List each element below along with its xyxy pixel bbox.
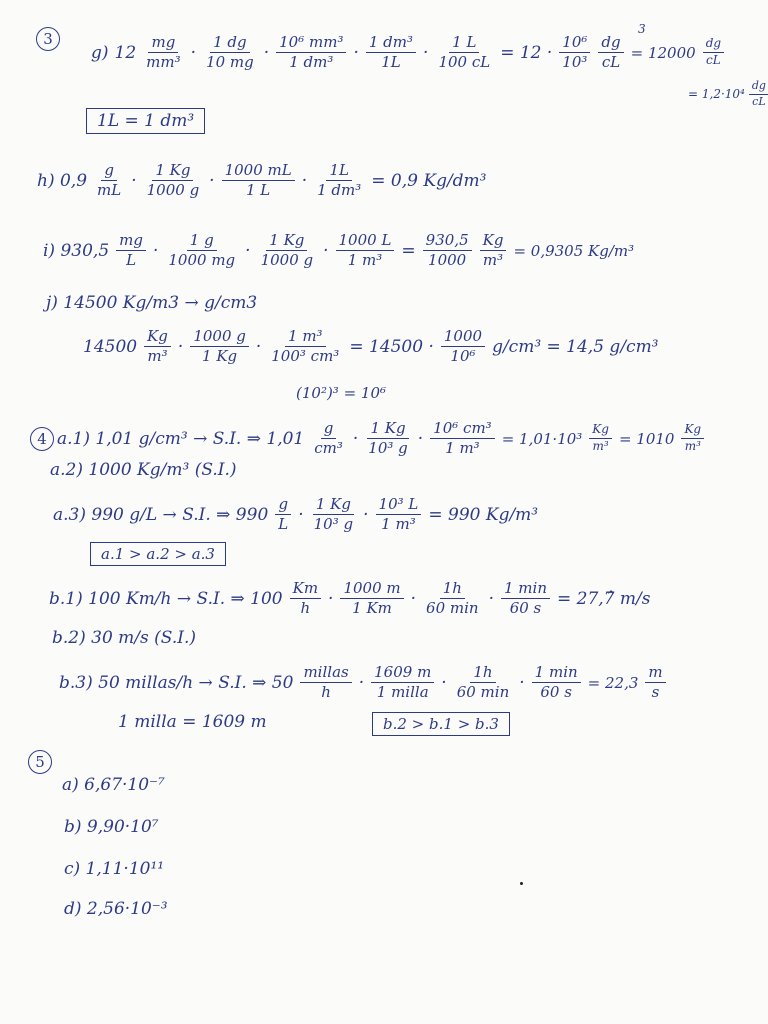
item-label: a.3) 990 g/L → S.I. ⇒ 990 <box>53 504 269 525</box>
fraction: $\frac{\text{1 m³}}{\text{100³ cm³}}$ <box>271 327 340 366</box>
exercise-5c-answer: c) 1,11·10¹¹ <box>64 859 165 879</box>
exercise-3j-heading: j) 14500 Kg/m3 → g/cm3 <box>46 293 258 313</box>
exercise-4b3-line: b.3) 50 millas/h → S.I. ⇒ 50 $\frac{\text{millas}}{h}$ · $\frac{1609 m}{\text{1 milla}}$ · $\frac{1h}{60 \min}$ · $\frac{1 \min}{60 s}$ = 22,3 $\frac{m}{s}$ <box>56 664 670 702</box>
fraction: $\frac{dg}{cL}$ <box>598 34 623 72</box>
fraction: $\frac{1 L}{100 cL}$ <box>438 33 491 72</box>
result: = 0,9305 Kg/m³ <box>513 241 635 260</box>
exercise-5a-answer: a) 6,67·10⁻⁷ <box>62 775 165 795</box>
item-label: h) 0,9 <box>37 170 88 191</box>
exercise-3h-line: h) 0,9 $\frac{g}{mL}$ · $\frac{1 Kg}{1000 g}$ · $\frac{1000 mL}{1 L}$ · $\frac{1L}{\text{1 dm³}}$ = 0,9 Kg/dm³ <box>37 161 487 200</box>
equals: = 12 · <box>500 42 553 63</box>
fraction: $\frac{\text{10³ L}}{\text{1 m³}}$ <box>376 496 422 534</box>
result: = 27,7̂ m/s <box>556 588 651 609</box>
fraction: $\frac{1000 mL}{1 L}$ <box>222 162 295 200</box>
item-label: b.3) 50 millas/h → S.I. ⇒ 50 <box>59 672 294 693</box>
fraction: $\frac{dg}{cL}$ <box>749 80 768 108</box>
fraction: $\frac{Kg}{\text{m³}}$ <box>589 423 612 454</box>
fraction: $\frac{930,5}{1000}$ <box>423 232 472 270</box>
exercise-5d-answer: d) 2,56·10⁻³ <box>64 899 168 919</box>
fraction: $\frac{1 Kg}{\text{10³ g}}$ <box>313 495 354 534</box>
fraction: $\frac{1609 m}{\text{1 milla}}$ <box>371 664 434 702</box>
fraction: $\frac{1000 L}{\text{1 m³}}$ <box>336 232 395 270</box>
exercise-number: 3 <box>36 27 60 51</box>
boxed-comparison-b: b.2 > b.1 > b.3 <box>372 712 510 736</box>
exercise-4b2-line: b.2) 30 m/s (S.I.) <box>52 628 196 648</box>
exercise-4b1-line: b.1) 100 Km/h → S.I. ⇒ 100 $\frac{Km}{h}$ · $\frac{1000 m}{1 Km}$ · $\frac{1h}{60 \min}$ · $\frac{1 \min}{60 s}$ = 27,7̂ m/s <box>49 579 651 618</box>
fraction: $\frac{1000}{\text{10⁶}}$ <box>441 328 485 366</box>
boxed-comparison-a: a.1 > a.2 > a.3 <box>90 542 226 566</box>
fraction: $\frac{m}{s}$ <box>645 664 665 702</box>
fraction: $\frac{1h}{60 \min}$ <box>426 579 479 618</box>
fraction: $\frac{mg}{L}$ <box>116 232 146 270</box>
exercise-4a1-line: 4 a.1) 1,01 g/cm³ → S.I. ⇒ 1,01 $\frac{g}{\text{cm³}}$ · $\frac{1 Kg}{\text{10³ g}}$ · $\frac{\text{10⁶ cm³}}{\text{1 m³}}$ = 1,01·10³ $\frac{Kg}{\text{m³}}$ = 1010 $\frac{Kg}{\text{m³}}$ <box>30 420 708 458</box>
fraction: $\frac{\text{millas}}{h}$ <box>300 664 351 702</box>
fraction: $\frac{1 Kg}{1000 g}$ <box>260 231 314 270</box>
side-note: (10²)³ = 10⁶ <box>296 384 387 402</box>
fraction: $\frac{1000 g}{1 Kg}$ <box>190 328 249 366</box>
fraction: $\frac{dg}{cL}$ <box>703 37 724 68</box>
item-label: b.1) 100 Km/h → S.I. ⇒ 100 <box>49 588 283 609</box>
fraction: $\frac{Kg}{\text{m³}}$ <box>480 232 507 270</box>
fraction: $\frac{Km}{h}$ <box>290 580 321 618</box>
item-label: g) <box>91 42 109 63</box>
exercise-4a3-line: a.3) 990 g/L → S.I. ⇒ 990 $\frac{g}{L}$ · $\frac{1 Kg}{\text{10³ g}}$ · $\frac{\text{10³ L}}{\text{1 m³}}$ = 990 Kg/m³ <box>53 495 539 534</box>
item-label: i) 930,5 <box>43 240 110 261</box>
fraction: $\frac{g}{L}$ <box>275 496 291 534</box>
value: 12 <box>114 42 137 63</box>
result: = 990 Kg/m³ <box>428 504 539 525</box>
value: 14500 <box>83 336 138 357</box>
fraction: $\frac{mg}{\text{mm³}}$ <box>146 33 181 72</box>
exercise-3-marker <box>36 27 60 51</box>
result: g/cm³ = 14,5 g/cm³ <box>492 336 659 357</box>
fraction: $\frac{g}{mL}$ <box>97 161 122 200</box>
exercise-3g-line: g) 12 $\frac{mg}{\text{mm³}}$ · $\frac{1 dg}{10 mg}$ · $\frac{\text{10⁶ mm³}}{\text{1 dm³}}$ · $\frac{\text{1 dm³}}{1L}$ · $\frac{1 L}{100 cL}$ = 12 · $\frac{\text{10⁶}}{\text{10³}}$ $\frac{dg}{cL}$ = 12000 $\frac{dg}{cL}$ <box>88 34 728 72</box>
fraction: $\frac{1 Kg}{1000 g}$ <box>146 161 200 200</box>
exercise-3j-line: 14500 $\frac{Kg}{\text{m³}}$ · $\frac{1000 g}{1 Kg}$ · $\frac{\text{1 m³}}{\text{100³ cm³}}$ = 14500 · $\frac{1000}{\text{10⁶}}$ g/cm³ = 14,5 g/cm³ <box>83 327 659 366</box>
conversion-note: 1 milla = 1609 m <box>118 712 267 732</box>
fraction: $\frac{Kg}{\text{m³}}$ <box>681 423 704 454</box>
exercise-number: 4 <box>30 427 54 451</box>
fraction: $\frac{Kg}{\text{m³}}$ <box>144 328 171 366</box>
ink-speck <box>520 882 523 885</box>
fraction: $\frac{1 Kg}{\text{10³ g}}$ <box>368 419 408 458</box>
exercise-number: 5 <box>28 750 52 774</box>
boxed-equivalence: 1L = 1 dm³ <box>86 108 205 134</box>
exercise-3i-line: i) 930,5 $\frac{mg}{L}$ · $\frac{1 g}{1000 mg}$ · $\frac{1 Kg}{1000 g}$ · $\frac{1000 L}{\text{1 m³}}$ = $\frac{930,5}{1000}$ $\frac{Kg}{\text{m³}}$ = 0,9305 Kg/m³ <box>43 231 635 270</box>
item-label: a.1) 1,01 g/cm³ → S.I. ⇒ 1,01 <box>57 428 305 449</box>
fraction: $\frac{1 \min}{60 s}$ <box>501 580 550 618</box>
result: = 0,9 Kg/dm³ <box>371 170 487 191</box>
fraction: $\frac{1 dg}{10 mg}$ <box>206 33 254 72</box>
fraction: $\frac{1h}{60 \min}$ <box>456 663 510 702</box>
fraction: $\frac{1 \min}{60 s}$ <box>532 664 581 702</box>
equals: = 12000 <box>630 43 696 62</box>
fraction: $\frac{\text{10⁶ cm³}}{\text{1 m³}}$ <box>430 420 495 458</box>
fraction: $\frac{1L}{\text{1 dm³}}$ <box>317 161 362 200</box>
fraction: $\frac{1000 m}{1 Km}$ <box>340 580 403 618</box>
fraction: $\frac{\text{10⁶}}{\text{10³}}$ <box>559 34 590 72</box>
fraction: $\frac{\text{1 dm³}}{1L}$ <box>366 34 416 72</box>
exercise-5b-answer: b) 9,90·10⁷ <box>64 817 159 837</box>
exercise-5-marker <box>28 750 52 774</box>
exercise-4a2-line: a.2) 1000 Kg/m³ (S.I.) <box>50 460 237 480</box>
fraction: $\frac{1 g}{1000 mg}$ <box>168 231 236 270</box>
fraction: $\frac{g}{\text{cm³}}$ <box>314 419 343 458</box>
fraction: $\frac{\text{10⁶ mm³}}{\text{1 dm³}}$ <box>276 34 346 72</box>
alternate-result: = 1,2·10⁴ $\frac{dg}{cL}$ <box>688 80 768 108</box>
superscript: 3 <box>638 22 646 36</box>
